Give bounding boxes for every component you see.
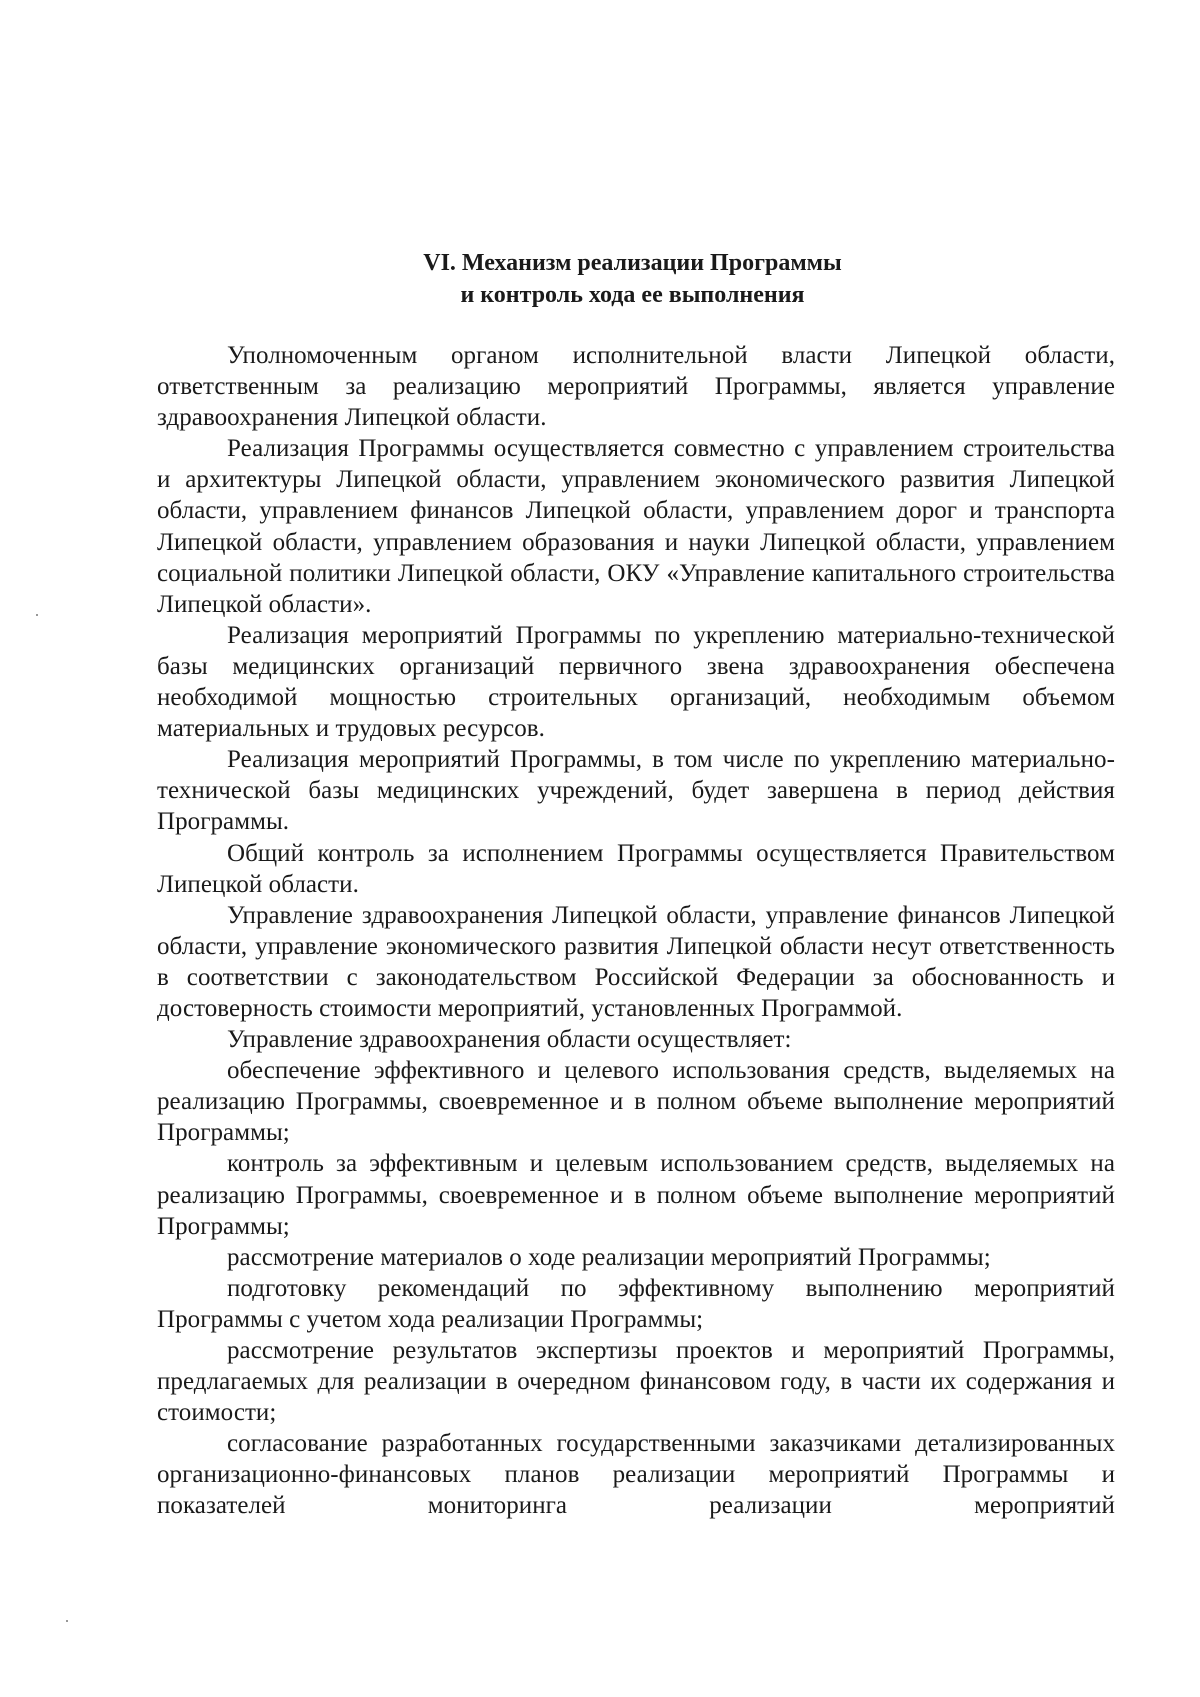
list-item-paragraph: подготовку рекомендаций по эффективному выполнению мероприятий Программы с учетом хода реализации Программы;	[157, 1274, 1115, 1333]
paragraph: Управление здравоохранения области осуществляет:	[227, 1026, 792, 1054]
list-item-paragraph: рассмотрение результатов экспертизы проектов и мероприятий Программы, предлагаемых для реализации в очередном финансовом году, в части их содержания и стоимости;	[157, 1337, 1115, 1427]
paragraph: Реализация мероприятий Программы по укреплению материально-технической базы медицинских организаций первичного звена здравоохранения обеспечена необходимой мощностью строительных организаций, необходимым объемом материальных и трудовых ресурсов.	[157, 621, 1115, 743]
list-item-paragraph: обеспечение эффективного и целевого использования средств, выделяемых на реализацию Программы, своевременное и в полном объеме выполнение мероприятий Программы;	[157, 1057, 1115, 1147]
scan-speck	[66, 1620, 68, 1622]
paragraph: Управление здравоохранения Липецкой области, управление финансов Липецкой области, управление экономического развития Липецкой области несут ответственность в соответствии с законодательством Российской Федерации за обоснованность и достоверность стоимости мероприятий, установленных Программой.	[157, 901, 1115, 1022]
scan-speck	[36, 614, 38, 616]
heading-line-2: и контроль хода ее выполнения	[460, 282, 805, 308]
paragraph: Уполномоченным органом исполнительной власти Липецкой области, ответственным за реализацию мероприятий Программы, является управление здравоохранения Липецкой области.	[157, 342, 1115, 432]
paragraph: Реализация Программы осуществляется совместно с управлением строительства и архитектуры Липецкой области, управлением экономического развития Липецкой области, управлением финансов Липецкой области, управлением дорог и транспорта Липецкой области, управлением образования и науки Липецкой области, управлением социальной политики Липецкой области, ОКУ «Управление капитального строительства Липецкой области».	[157, 435, 1115, 618]
list-item-paragraph: согласование разработанных государственными заказчиками детализированных организационно-финансовых планов реализации мероприятий Программы и показателей мониторинга реализации мероприятий	[157, 1430, 1115, 1520]
paragraph: Общий контроль за исполнением Программы осуществляется Правительством Липецкой области.	[157, 839, 1115, 898]
list-item-paragraph: рассмотрение материалов о ходе реализации мероприятий Программы;	[227, 1243, 991, 1271]
paragraph: Реализация мероприятий Программы, в том числе по укреплению материально-технической базы медицинских учреждений, будет завершена в период действия Программы.	[157, 746, 1115, 836]
section-heading	[150, 247, 1115, 311]
list-item-paragraph: контроль за эффективным и целевым использованием средств, выделяемых на реализацию Программы, своевременное и в полном объеме выполнение мероприятий Программы;	[157, 1150, 1115, 1240]
document-body	[157, 340, 1115, 1522]
heading-line-1: VI. Механизм реализации Программы	[423, 250, 842, 276]
